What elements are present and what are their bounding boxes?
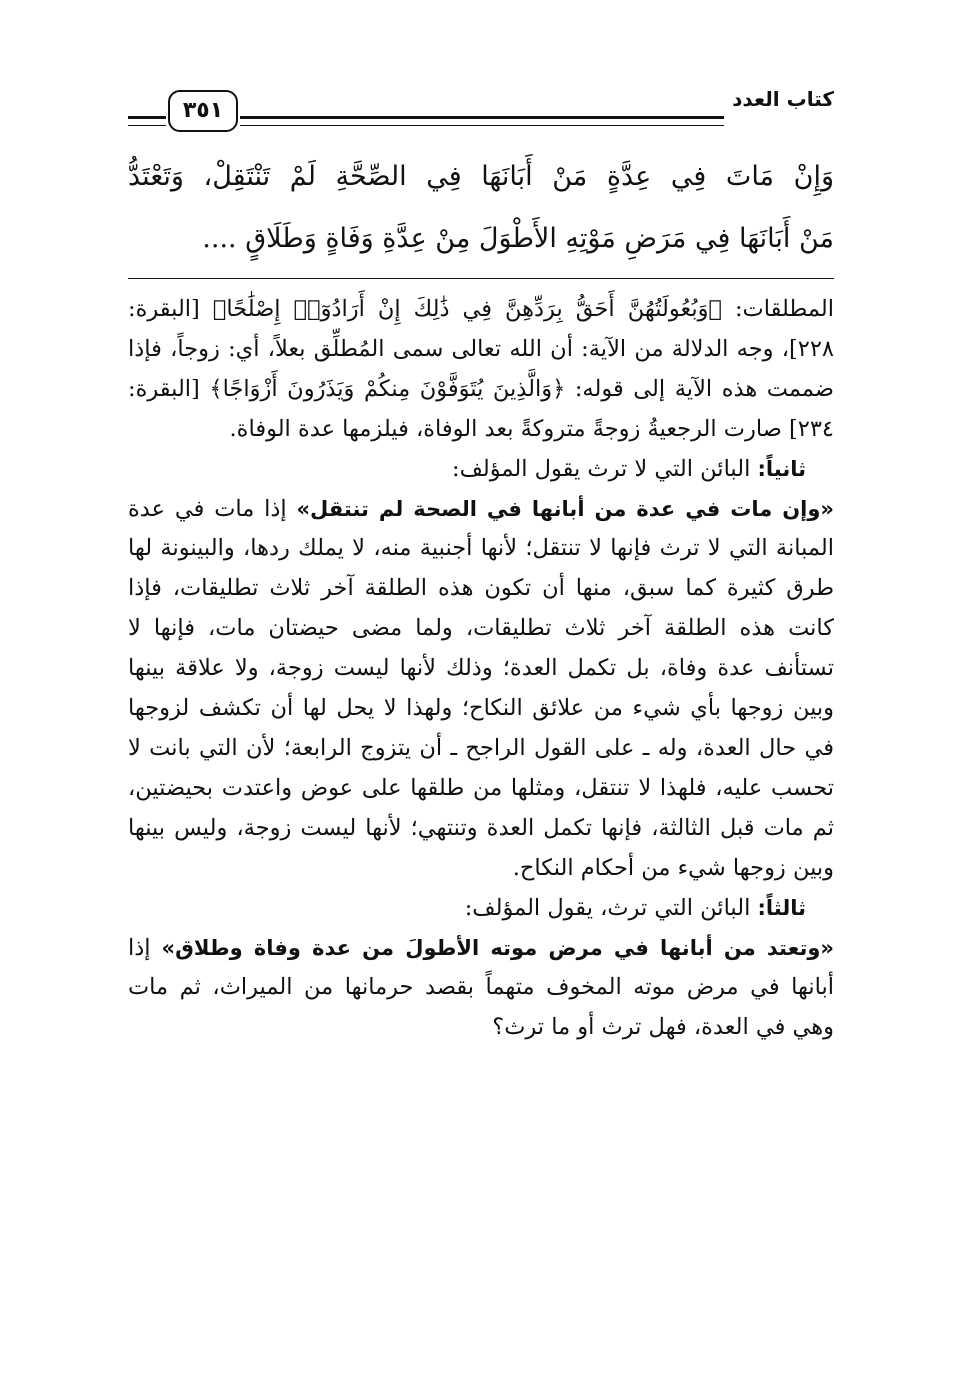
commentary-explanation-second: إذا أبانها في مرض موته المخوف متهماً بقصد حرمانها من الميراث، ثم مات وهي في العدة، فهل ترث أو ما ترث؟ — [128, 934, 834, 1041]
commentary-text — [128, 290, 834, 1048]
matn-quote-first: «وإن مات في عدة من أبانها في الصحة لم تنتقل» — [296, 496, 834, 521]
commentary-paragraph-3 — [128, 490, 834, 889]
section-text-second: البائن التي لا ترث يقول المؤلف: — [452, 455, 758, 482]
section-lead-third: ثالثاً: — [757, 895, 806, 920]
commentary-paragraph-5 — [128, 929, 834, 1049]
page-header — [128, 82, 834, 134]
matn-divider — [128, 278, 834, 279]
chapter-title: كتاب العدد — [732, 87, 834, 111]
section-lead-second: ثانياً: — [757, 456, 806, 481]
commentary-paragraph-4 — [128, 889, 834, 929]
matn-quote-second: «وتعتد من أبانها في مرض موته الأطولَ من عدة وفاة وطلاق» — [161, 935, 834, 960]
header-rule-short — [128, 116, 166, 126]
matn-line-2: مَنْ أَبَانَهَا فِي مَرَضِ مَوْتِهِ الأَطْوَلَ مِنْ عِدَّةِ وَفَاةٍ وَطَلَاقٍ .... — [202, 223, 834, 254]
section-text-third: البائن التي ترث، يقول المؤلف: — [464, 894, 758, 921]
commentary-explanation-first: إذا مات في عدة المبانة التي لا ترث فإنها لا تنتقل؛ لأنها أجنبية منه، لا يملك ردها، والبينونة لها طرق كثيرة كما سبق، منها أن تكون هذه الطلقة آخر ثلاث تطليقات، فإذا كانت هذه الطلقة آخر ثلاث تطليقات، ولما مضى حيضتان مات، فإنها لا تستأنف عدة وفاة، بل تكمل العدة؛ وذلك لأنها ليست زوجة، ولا علاقة بينها وبين زوجها بأي شيء من علائق النكاح؛ ولهذا لا يحل لها أن تكشف لزوجها في حال العدة، وله ـ على القول الراجح ـ أن يتزوج الرابعة؛ لأن التي بانت لا تحسب عليه، فلهذا لا تنتقل، ومثلها من طلقها على عوض واعتدت بحيضتين، ثم مات قبل الثالثة، فإنها تكمل العدة وتنتهي؛ لأنها ليست زوجة، وليس بينها وبين زوجها شيء من أحكام النكاح. — [128, 495, 834, 881]
commentary-paragraph-1: المطلقات: ﴿وَبُعُولَتُهُنَّ أَحَقُّ بِرَدِّهِنَّ فِي ذَٰلِكَ إِنْ أَرَادُوٓا۟ إِصْلَٰحًا﴾ [البقرة: ٢٢٨]، وجه الدلالة من الآية: أن الله تعالى سمى المُطلِّق بعلاً، أي: زوجاً، فإذا ضممت هذه الآية إلى قوله: ﴿وَالَّذِينَ يُتَوَفَّوْنَ مِنكُمْ وَيَذَرُونَ أَزْوَاجًا﴾ [البقرة: ٢٣٤] صارت الرجعيةُ زوجةً متروكةً بعد الوفاة، فيلزمها عدة الوفاة. — [128, 296, 834, 442]
page-number: ٣٥١ — [168, 90, 238, 132]
matn-line-1: وَإِنْ مَاتَ فِي عِدَّةٍ مَنْ أَبَانَهَا فِي الصِّحَّةِ لَمْ تَنْتَقِلْ، وَتَعْتَدُّ — [128, 161, 834, 192]
header-rule — [240, 116, 724, 126]
commentary-paragraph-2 — [128, 450, 834, 490]
matn-text — [128, 146, 834, 270]
